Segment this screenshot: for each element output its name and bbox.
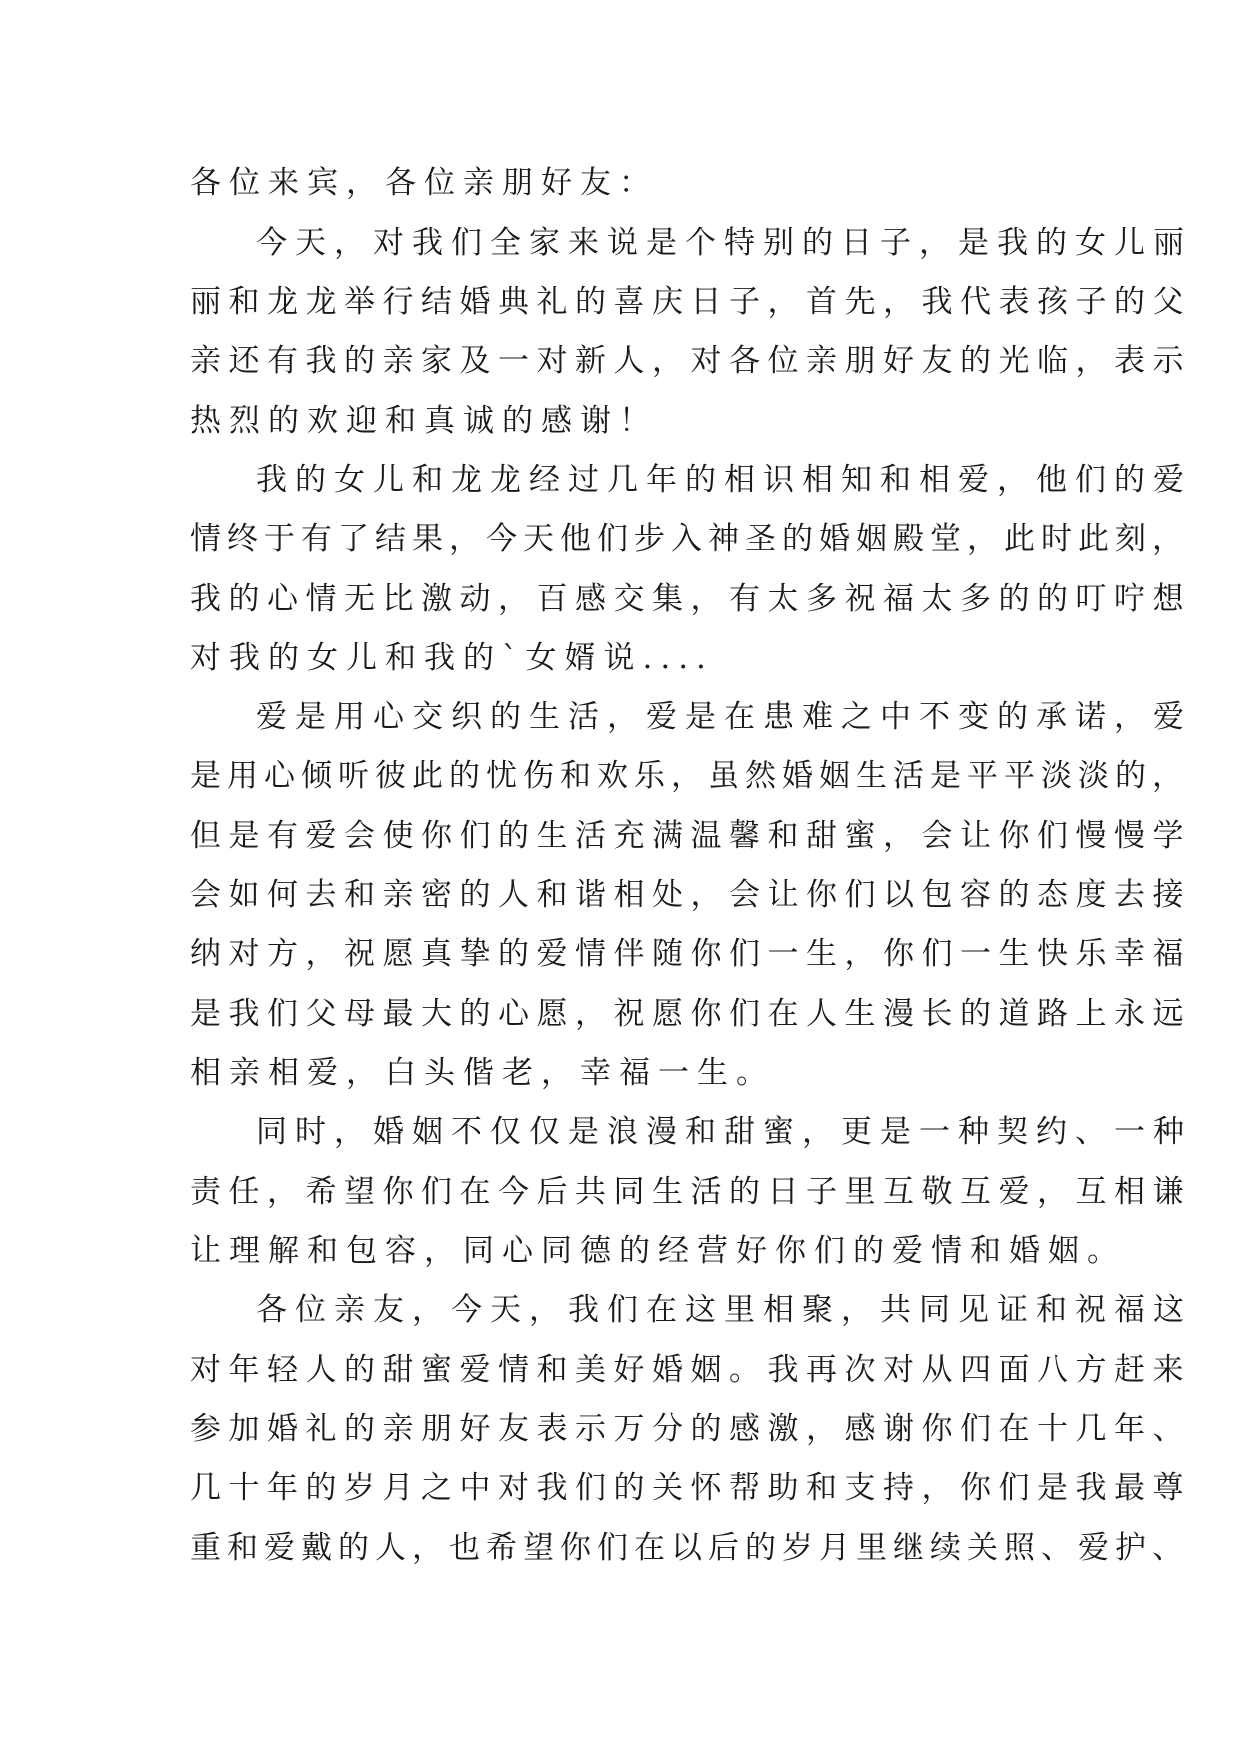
paragraph-2-line-4: 对我的女儿和我的`女婿说.... [190,640,714,676]
salutation-line: 各位来宾，各位亲朋好友： [190,165,658,201]
paragraph-5-line-1: 各位亲友，今天，我们在这里相聚，共同见证和祝福这 [256,1292,1192,1328]
paragraph-3-line-6: 是我们父母最大的心愿，祝愿你们在人生漫长的道路上永远 [190,996,1191,1032]
paragraph-5-line-5: 重和爱戴的人，也希望你们在以后的岁月里继续关照、爱护、 [190,1530,1189,1566]
paragraph-3-line-7: 相亲相爱，白头偕老，幸福一生。 [190,1055,775,1091]
paragraph-4-line-2: 责任，希望你们在今后共同生活的日子里互敬互爱，互相谦 [190,1174,1191,1210]
paragraph-3-line-5: 纳对方，祝愿真挚的爱情伴随你们一生，你们一生快乐幸福 [190,936,1191,972]
paragraph-3-line-4: 会如何去和亲密的人和谐相处，会让你们以包容的态度去接 [190,877,1191,913]
paragraph-4-line-1: 同时，婚姻不仅仅是浪漫和甜蜜，更是一种契约、一种 [256,1114,1192,1150]
paragraph-2-line-1: 我的女儿和龙龙经过几年的相识相知和相爱，他们的爱 [256,462,1192,498]
paragraph-5-line-2: 对年轻人的甜蜜爱情和美好婚姻。我再次对从四面八方赶来 [190,1352,1191,1388]
paragraph-2-line-2: 情终于有了结果，今天他们步入神圣的婚姻殿堂，此时此刻， [190,521,1189,557]
paragraph-1-line-4: 热烈的欢迎和真诚的感谢！ [190,403,658,439]
paragraph-3-line-3: 但是有爱会使你们的生活充满温馨和甜蜜，会让你们慢慢学 [190,818,1191,854]
paragraph-2-line-3: 我的心情无比激动，百感交集，有太多祝福太多的的叮咛想 [190,581,1191,617]
paragraph-1-line-2: 丽和龙龙举行结婚典礼的喜庆日子，首先，我代表孩子的父 [190,284,1191,320]
paragraph-1-line-3: 亲还有我的亲家及一对新人，对各位亲朋好友的光临，表示 [190,343,1191,379]
paragraph-5-line-3: 参加婚礼的亲朋好友表示万分的感激，感谢你们在十几年、 [190,1411,1191,1447]
paragraph-1-line-1: 今天，对我们全家来说是个特别的日子，是我的女儿丽 [256,225,1192,261]
paragraph-3-line-1: 爱是用心交织的生活，爱是在患难之中不变的承诺，爱 [256,699,1192,735]
paragraph-4-line-3: 让理解和包容，同心同德的经营好你们的爱情和婚姻。 [190,1233,1126,1269]
paragraph-3-line-2: 是用心倾听彼此的忧伤和欢乐，虽然婚姻生活是平平淡淡的， [190,758,1189,794]
paragraph-5-line-4: 几十年的岁月之中对我们的关怀帮助和支持，你们是我最尊 [190,1470,1191,1506]
